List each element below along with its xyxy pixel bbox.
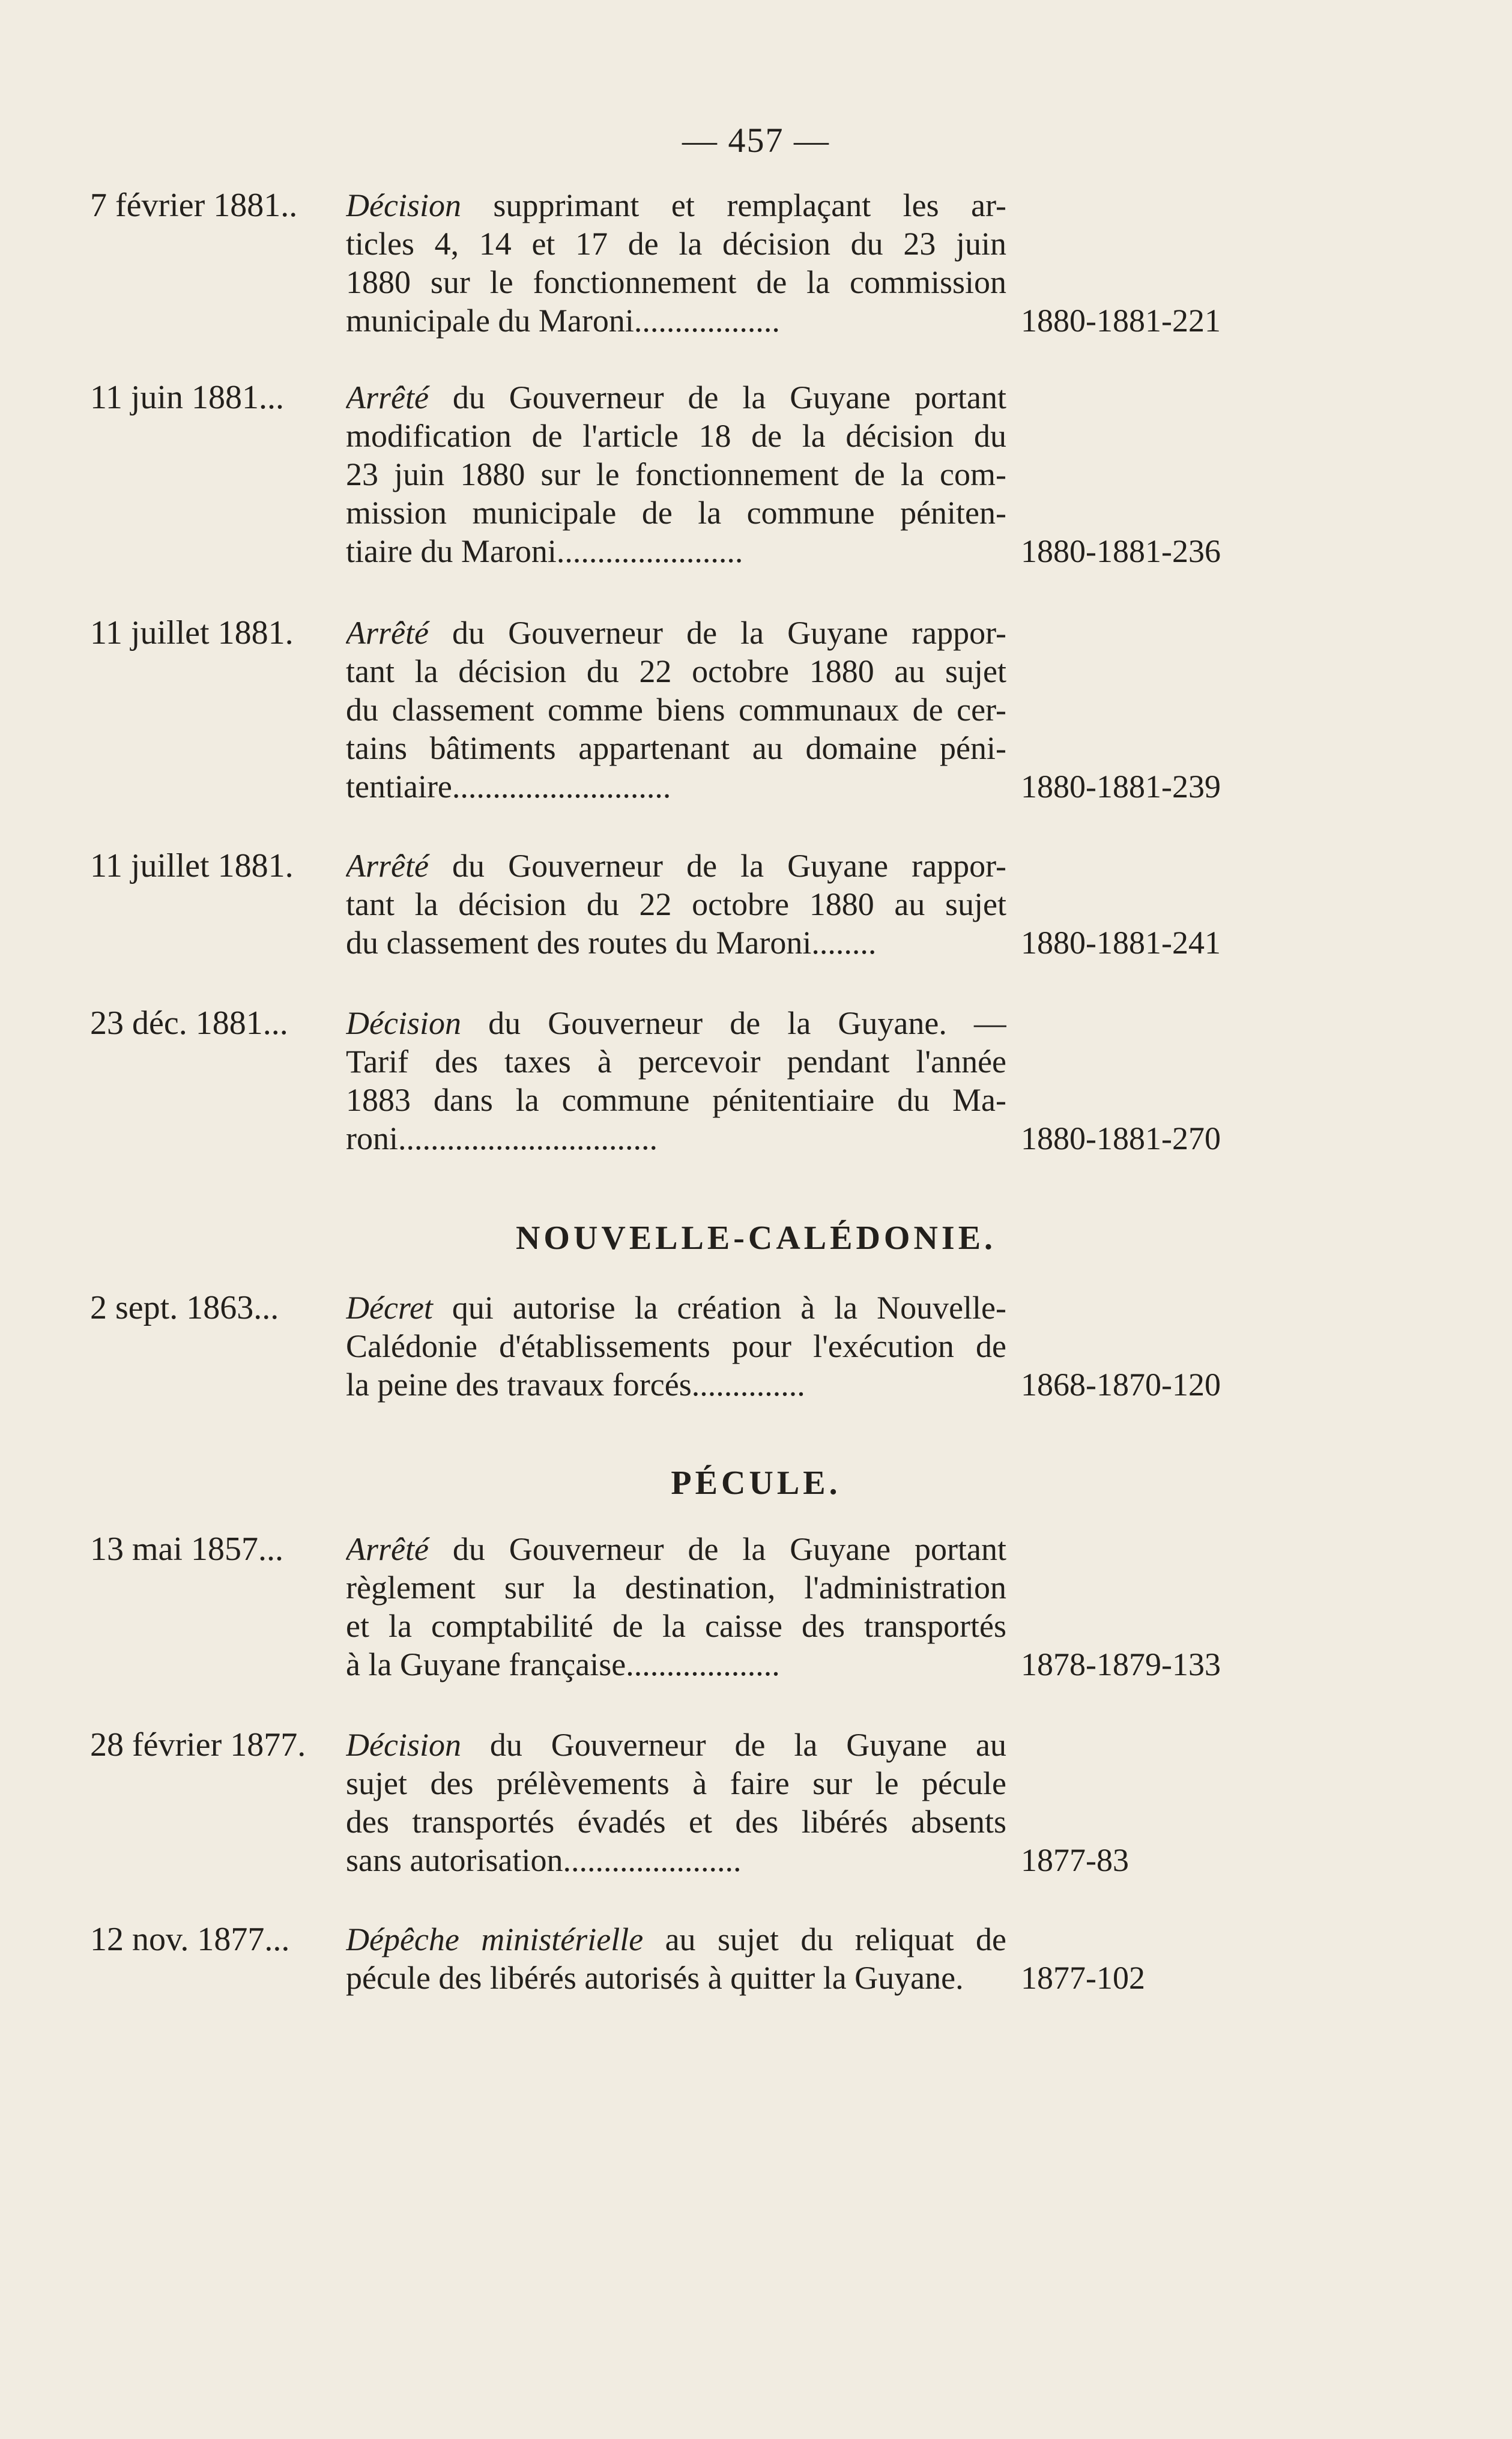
entry-date: 11 juillet 1881. (90, 614, 294, 651)
entry-lead: Décision (346, 1005, 461, 1041)
entry-line: modification de l'article 18 de la décision du (346, 418, 1006, 454)
entry-text (346, 1289, 1006, 1404)
entry-date: 11 juillet 1881. (90, 847, 294, 884)
entry-line: mission municipale de la commune péniten- (346, 495, 1006, 531)
entry-line: roni................................ (346, 1120, 658, 1156)
entry-line: du Gouverneur de la Guyane portant (428, 1531, 1006, 1567)
entry-line: qui autorise la création à la Nouvelle- (432, 1290, 1006, 1326)
entry-reference: 1880-1881-236 (1021, 533, 1221, 569)
entry-text (346, 1530, 1006, 1684)
entry-date: 11 juin 1881... (90, 379, 285, 416)
entry-line: 1880 sur le fonctionnement de la commission (346, 264, 1006, 300)
entry-date: 7 février 1881.. (90, 187, 298, 224)
entry-line: sujet des prélèvements à faire sur le pécule (346, 1765, 1006, 1801)
entry-reference: 1880-1881-221 (1021, 303, 1221, 339)
entry-line: du Gouverneur de la Guyane rappor- (428, 848, 1006, 884)
entry-line: tiaire du Maroni....................... (346, 533, 743, 569)
entry-line: du Gouverneur de la Guyane au (461, 1727, 1006, 1763)
entry-line: au sujet du reliquat de (643, 1921, 1006, 1957)
entry-line: sans autorisation...................... (346, 1842, 742, 1878)
entry-date: 12 nov. 1877... (90, 1921, 290, 1958)
entry-line: du classement comme biens communaux de cer- (346, 692, 1006, 728)
entry-line: du Gouverneur de la Guyane rappor- (428, 615, 1006, 651)
entry-line: règlement sur la destination, l'administration (346, 1570, 1006, 1606)
entry-line: 23 juin 1880 sur le fonctionnement de la com- (346, 456, 1006, 492)
entry-line: du Gouverneur de la Guyane. — (461, 1005, 1006, 1041)
entry-line: Tarif des taxes à percevoir pendant l'année (346, 1044, 1006, 1080)
entry-line: du Gouverneur de la Guyane portant (428, 379, 1006, 416)
entry-lead: Décision (346, 187, 461, 223)
entry-lead: Arrêté (346, 379, 429, 416)
entry-lead: Arrêté (346, 615, 429, 651)
entry-reference: 1880-1881-239 (1021, 769, 1221, 805)
entry-line: tant la décision du 22 octobre 1880 au sujet (346, 886, 1006, 922)
entry-line: tant la décision du 22 octobre 1880 au sujet (346, 653, 1006, 689)
entry-text (346, 378, 1006, 570)
entry-text (346, 1920, 1006, 1997)
entry-lead: Dépêche ministérielle (346, 1921, 644, 1957)
section-heading: PÉCULE. (671, 1464, 841, 1502)
entry-line: Calédonie d'établissements pour l'exécution de (346, 1328, 1006, 1364)
entry-text (346, 614, 1006, 806)
entry-line: municipale du Maroni.................. (346, 303, 780, 339)
entry-line: la peine des travaux forcés.............. (346, 1367, 805, 1403)
entry-reference: 1878-1879-133 (1021, 1646, 1221, 1682)
entry-text (346, 1004, 1006, 1158)
entry-line: pécule des libérés autorisés à quitter la Guyane. (346, 1960, 964, 1996)
entry-line: tains bâtiments appartenant au domaine péni- (346, 730, 1006, 766)
entry-line: à la Guyane française................... (346, 1646, 780, 1682)
entry-reference: 1877-83 (1021, 1842, 1129, 1878)
entry-reference: 1877-102 (1021, 1960, 1145, 1996)
entry-reference: 1868-1870-120 (1021, 1367, 1221, 1403)
entry-line: tentiaire........................... (346, 769, 671, 805)
entry-line: supprimant et remplaçant les ar- (461, 187, 1006, 223)
entry-line: et la comptabilité de la caisse des transportés (346, 1608, 1006, 1644)
entry-reference: 1880-1881-270 (1021, 1120, 1221, 1156)
entry-line: du classement des routes du Maroni........ (346, 925, 877, 961)
entry-date: 2 sept. 1863... (90, 1289, 279, 1326)
entry-date: 28 février 1877. (90, 1726, 306, 1764)
entry-text (346, 186, 1006, 340)
entry-lead: Arrêté (346, 1531, 429, 1567)
entry-line: 1883 dans la commune pénitentiaire du Ma- (346, 1082, 1006, 1118)
section-heading: NOUVELLE-CALÉDONIE. (515, 1220, 997, 1257)
entry-lead: Décret (346, 1290, 433, 1326)
entry-lead: Arrêté (346, 848, 429, 884)
entry-line: des transportés évadés et des libérés absents (346, 1804, 1006, 1840)
entry-line: ticles 4, 14 et 17 de la décision du 23 juin (346, 226, 1006, 262)
entry-reference: 1880-1881-241 (1021, 925, 1221, 961)
entry-text (346, 847, 1006, 962)
page-number: — 457 — (682, 121, 830, 160)
entry-lead: Décision (346, 1727, 461, 1763)
entry-text (346, 1726, 1006, 1879)
entry-date: 13 mai 1857... (90, 1531, 283, 1568)
entry-date: 23 déc. 1881... (90, 1005, 288, 1042)
